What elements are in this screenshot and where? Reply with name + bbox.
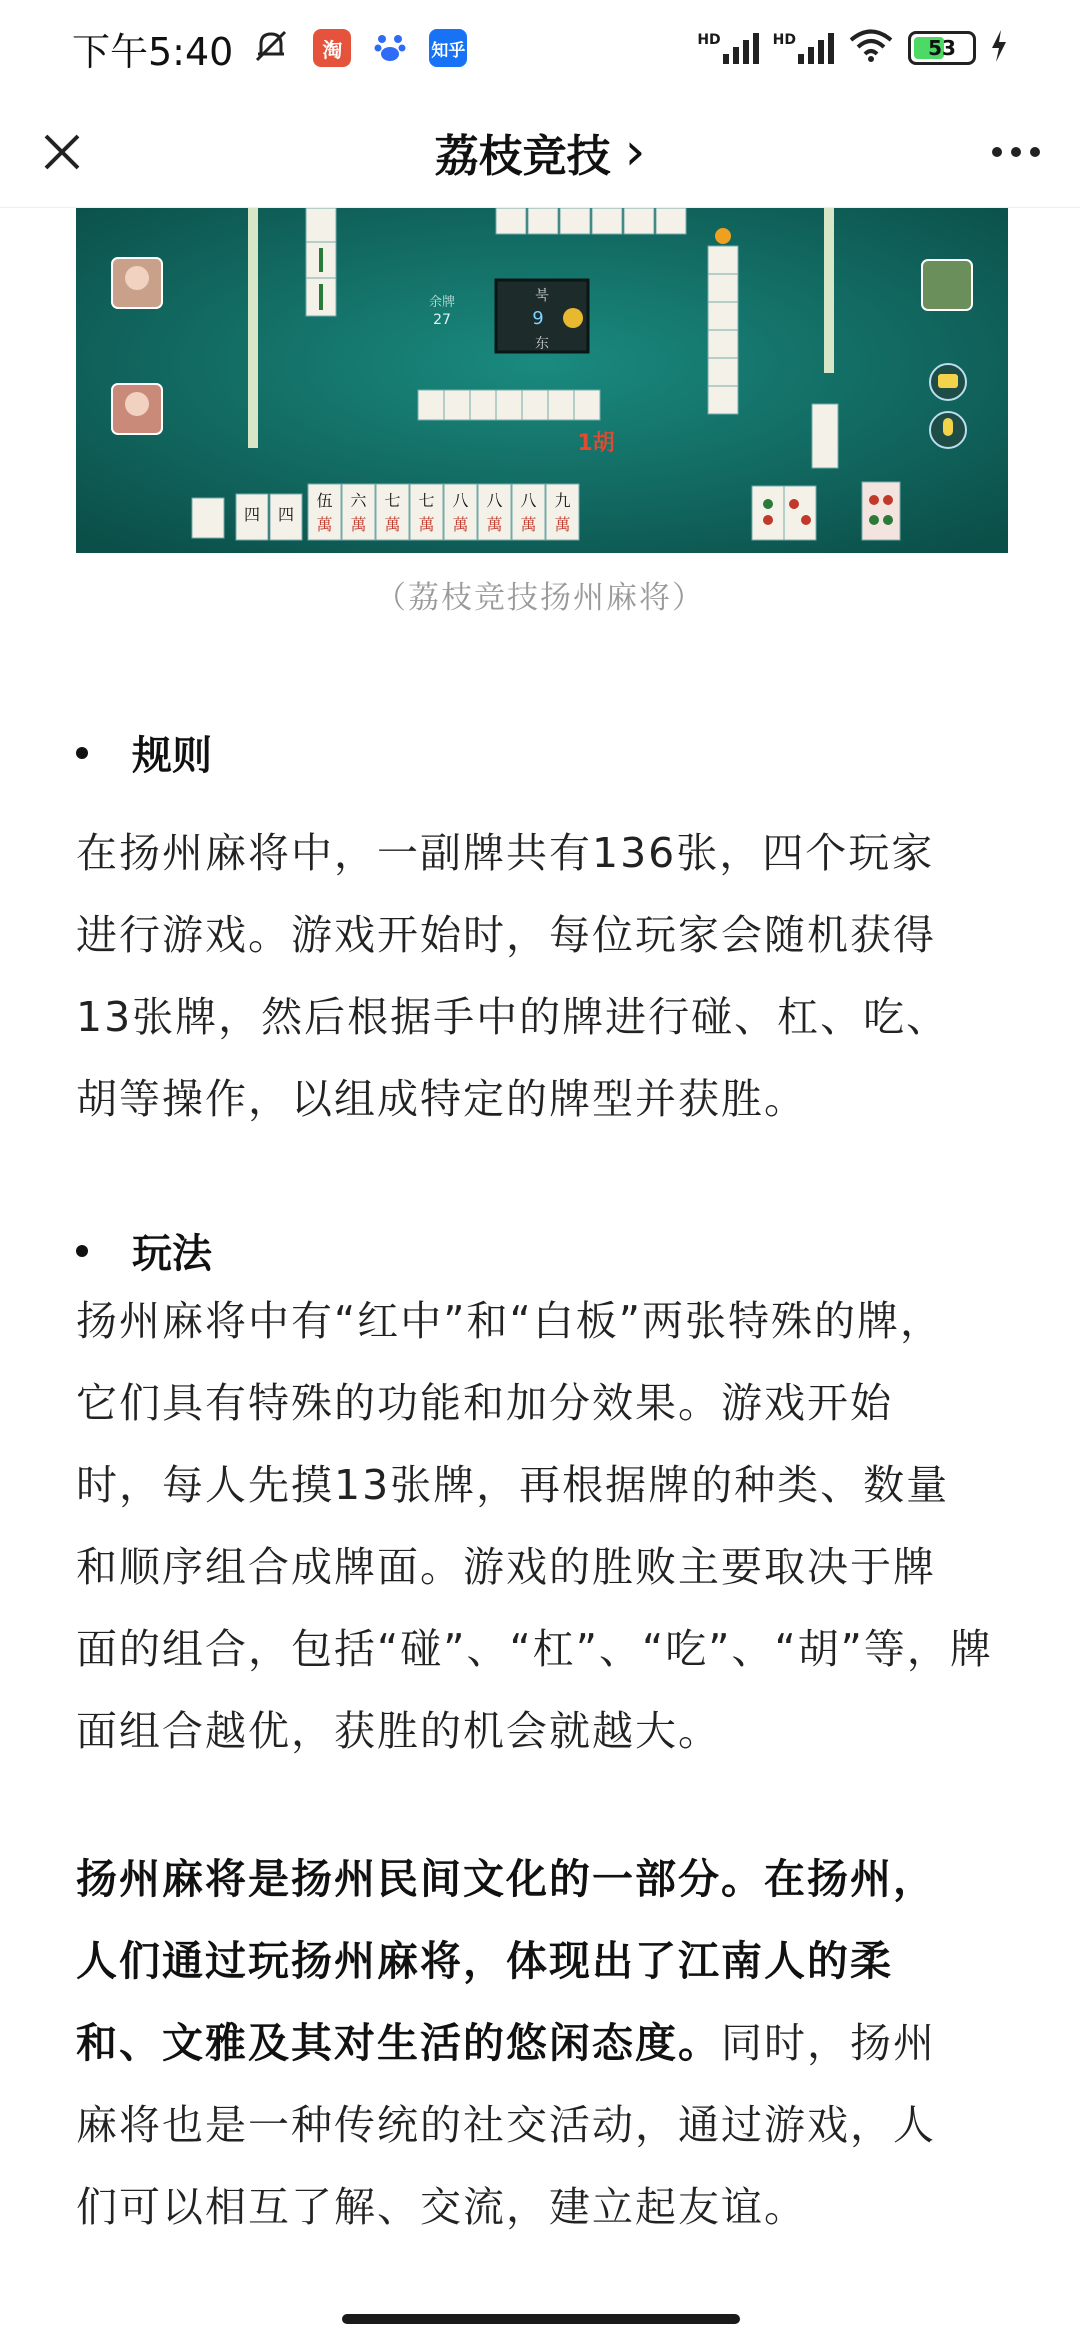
text-line: 它们具有特殊的功能和加分效果。游戏开始 (76, 1379, 893, 1427)
player-avatar-left-top (112, 258, 162, 308)
hand-tile-suit: 萬 (350, 515, 367, 534)
rules-paragraph (76, 812, 1011, 1140)
hand-tile-suit: 萬 (316, 515, 333, 534)
bullet (76, 1245, 88, 1257)
zhihu-icon: 知乎 (429, 29, 467, 67)
home-indicator[interactable] (342, 2314, 740, 2324)
page-title: 荔枝竞技 (434, 130, 611, 182)
section-heading-rules (76, 724, 212, 781)
more-dot (992, 147, 1002, 157)
microphone-icon (930, 412, 966, 448)
close-button[interactable] (30, 120, 94, 184)
compass-north: 북 (535, 288, 549, 304)
wifi-icon (848, 29, 894, 67)
chat-icon (930, 364, 966, 400)
hand-tile-suit: 萬 (520, 515, 537, 534)
text-line: 时，每人先摸13张牌，再根据牌的种类、数量 (76, 1461, 950, 1509)
text-line-bold (76, 1838, 1011, 1920)
more-dot (1011, 147, 1021, 157)
hand-tile-rank: 七 (418, 491, 435, 510)
tile-label: 四 (277, 505, 295, 524)
hand-tile-suit: 萬 (384, 515, 401, 534)
text-line-mixed (76, 2002, 1011, 2084)
more-dot (1030, 147, 1040, 157)
account-title-link[interactable] (435, 120, 646, 184)
signal-icon (697, 32, 758, 64)
hand-tile-suit: 萬 (554, 515, 571, 534)
left-tiles (306, 208, 336, 316)
battery-icon (908, 31, 976, 65)
hand-tile-rank: 八 (486, 491, 503, 510)
section-title: 规则 (132, 733, 212, 779)
status-bar (0, 0, 1080, 96)
player-avatar-left-bottom (112, 384, 162, 434)
taobao-icon: 淘 (313, 29, 351, 67)
nav-bar (0, 96, 1080, 208)
text-line-bold (76, 1920, 1011, 2002)
image-caption: （荔枝竞技扬州麻将） (375, 580, 705, 616)
bold-text: 扬州麻将是扬州民间文化的一部分。在扬州， (76, 1855, 936, 1903)
signal-icon-2 (773, 32, 834, 64)
tile-label: 四 (243, 505, 261, 524)
right-rail (824, 208, 834, 373)
network-label-1: HD (697, 32, 721, 48)
close-icon (42, 132, 82, 172)
baidu-icon (373, 29, 407, 67)
text-line: 扬州麻将中有“红中”和“白板”两张特殊的牌， (76, 1297, 943, 1345)
text-line: 面组合越优，获胜的机会就越大。 (76, 1707, 721, 1755)
hand-tile-suit: 萬 (418, 515, 435, 534)
hand-tile-suit: 萬 (452, 515, 469, 534)
bold-text: 和、文雅及其对生活的悠闲态度。 (76, 2019, 721, 2067)
text-line: 麻将也是一种传统的社交活动，通过游戏，人 (76, 2101, 936, 2149)
left-rail (248, 208, 258, 448)
center-compass (496, 280, 588, 352)
bold-text: 人们通过玩扬州麻将，体现出了江南人的柔 (76, 1937, 893, 1985)
status-left-icons (251, 26, 467, 70)
status-time: 下午5:40 (72, 29, 234, 74)
network-label-2: HD (772, 32, 796, 48)
hand-tile-suit: 萬 (486, 515, 503, 534)
hand-tile-rank: 八 (452, 491, 469, 510)
mute-icon (251, 26, 291, 70)
hand-tile-rank: 七 (384, 491, 401, 510)
win-label: 1胡 (577, 431, 615, 456)
text-line: 13张牌，然后根据手中的牌进行碰、杠、吃、 (76, 993, 950, 1041)
text-line: 胡等操作，以组成特定的牌型并获胜。 (76, 1075, 807, 1123)
hand-tile-rank: 九 (554, 491, 571, 510)
section-heading-gameplay (76, 1222, 212, 1279)
battery-level: 53 (928, 36, 956, 60)
more-options-button[interactable] (976, 120, 1056, 184)
gameplay-paragraph (76, 1280, 1011, 1772)
section-title: 玩法 (132, 1231, 212, 1277)
remaining-label: 余牌 (428, 295, 456, 310)
chevron-right-icon: › (624, 121, 646, 182)
text-line: 进行游戏。游戏开始时，每位玩家会随机获得 (76, 911, 936, 959)
hand-tiles (308, 484, 579, 540)
text-line: 们可以相互了解、交流，建立起友谊。 (76, 2183, 807, 2231)
compass-east: 东 (535, 336, 549, 352)
text-line: 面的组合，包括“碰”、“杠”、“吃”、“胡”等，牌 (76, 1625, 993, 1673)
bullet (76, 747, 88, 759)
hand-left-group (192, 494, 302, 540)
closing-paragraph (76, 1838, 1011, 2248)
hand-tile-rank: 八 (520, 491, 537, 510)
hand-tile-rank: 六 (350, 491, 367, 510)
normal-text: 同时，扬州 (721, 2019, 936, 2067)
mahjong-game-screenshot (76, 208, 1008, 553)
text-line: 和顺序组合成牌面。游戏的胜败主要取决于牌 (76, 1543, 936, 1591)
remaining-count: 27 (433, 312, 451, 328)
charging-icon (990, 30, 1008, 66)
hand-tile-rank: 伍 (316, 491, 333, 510)
status-right-icons (697, 29, 1008, 67)
text-line: 在扬州麻将中，一副牌共有136张，四个玩家 (76, 829, 935, 877)
dice-value: 9 (532, 308, 544, 329)
discarded-tiles (418, 390, 600, 420)
player-avatar-right (922, 260, 972, 310)
